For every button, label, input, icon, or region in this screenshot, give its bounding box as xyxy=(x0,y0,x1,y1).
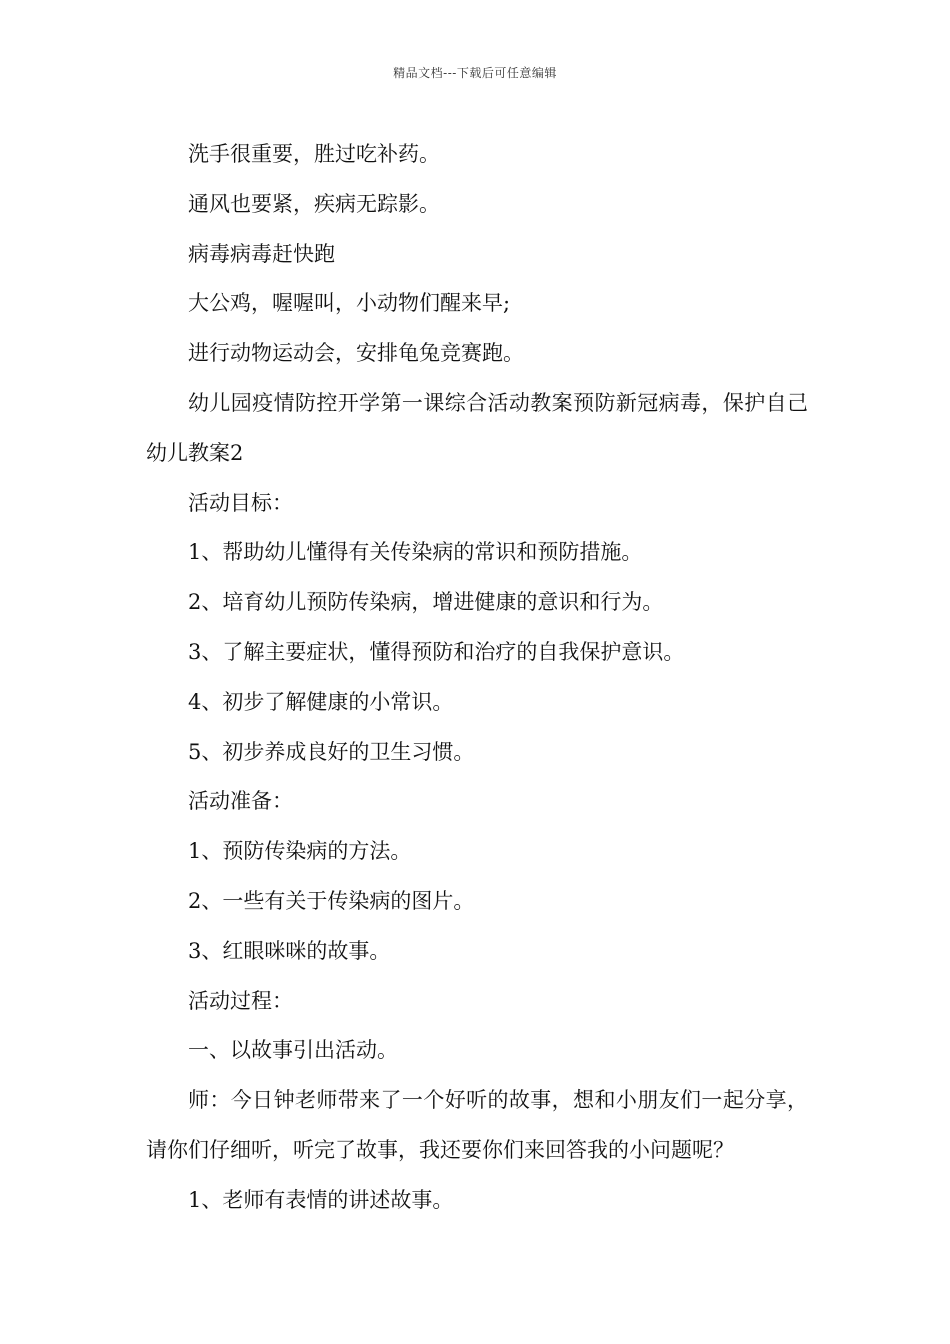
paragraph: 进行动物运动会，安排龟兔竞赛跑。 xyxy=(188,341,524,366)
list-item: 1、帮助幼儿懂得有关传染病的常识和预防措施。 xyxy=(188,540,643,565)
list-item: 3、红眼咪咪的故事。 xyxy=(188,938,391,963)
paragraph: 活动过程： xyxy=(188,988,293,1013)
paragraph: 病毒病毒赶快跑 xyxy=(188,241,335,266)
paragraph: 通风也要紧，疾病无踪影。 xyxy=(188,191,440,216)
list-item: 4、初步了解健康的小常识。 xyxy=(188,689,454,714)
list-item: 3、了解主要症状，懂得预防和治疗的自我保护意识。 xyxy=(188,639,685,664)
list-item: 1、预防传染病的方法。 xyxy=(188,839,412,864)
page-header: 精品文档---下载后可任意编辑 xyxy=(393,66,557,80)
paragraph: 大公鸡，喔喔叫，小动物们醒来早; xyxy=(188,291,511,316)
paragraph: 洗手很重要，胜过吃补药。 xyxy=(188,142,440,166)
paragraph: 活动目标： xyxy=(188,490,293,515)
list-item: 2、培育幼儿预防传染病，增进健康的意识和行为。 xyxy=(188,590,664,615)
paragraph: 活动准备： xyxy=(188,789,293,814)
section-title: 幼儿园疫情防控开学第一课综合活动教案预防新冠病毒，保护自己幼儿教案2 xyxy=(146,390,808,465)
list-item: 1、老师有表情的讲述故事。 xyxy=(188,1187,454,1212)
document-body xyxy=(146,130,808,1226)
list-item: 2、一些有关于传染病的图片。 xyxy=(188,888,475,913)
list-item: 5、初步养成良好的卫生习惯。 xyxy=(188,739,475,764)
paragraph: 师：今日钟老师带来了一个好听的故事，想和小朋友们一起分享，请你们仔细听，听完了故事，我还要你们来回答我的小问题呢？ xyxy=(146,1088,808,1162)
list-item: 一、以故事引出活动。 xyxy=(188,1038,398,1063)
